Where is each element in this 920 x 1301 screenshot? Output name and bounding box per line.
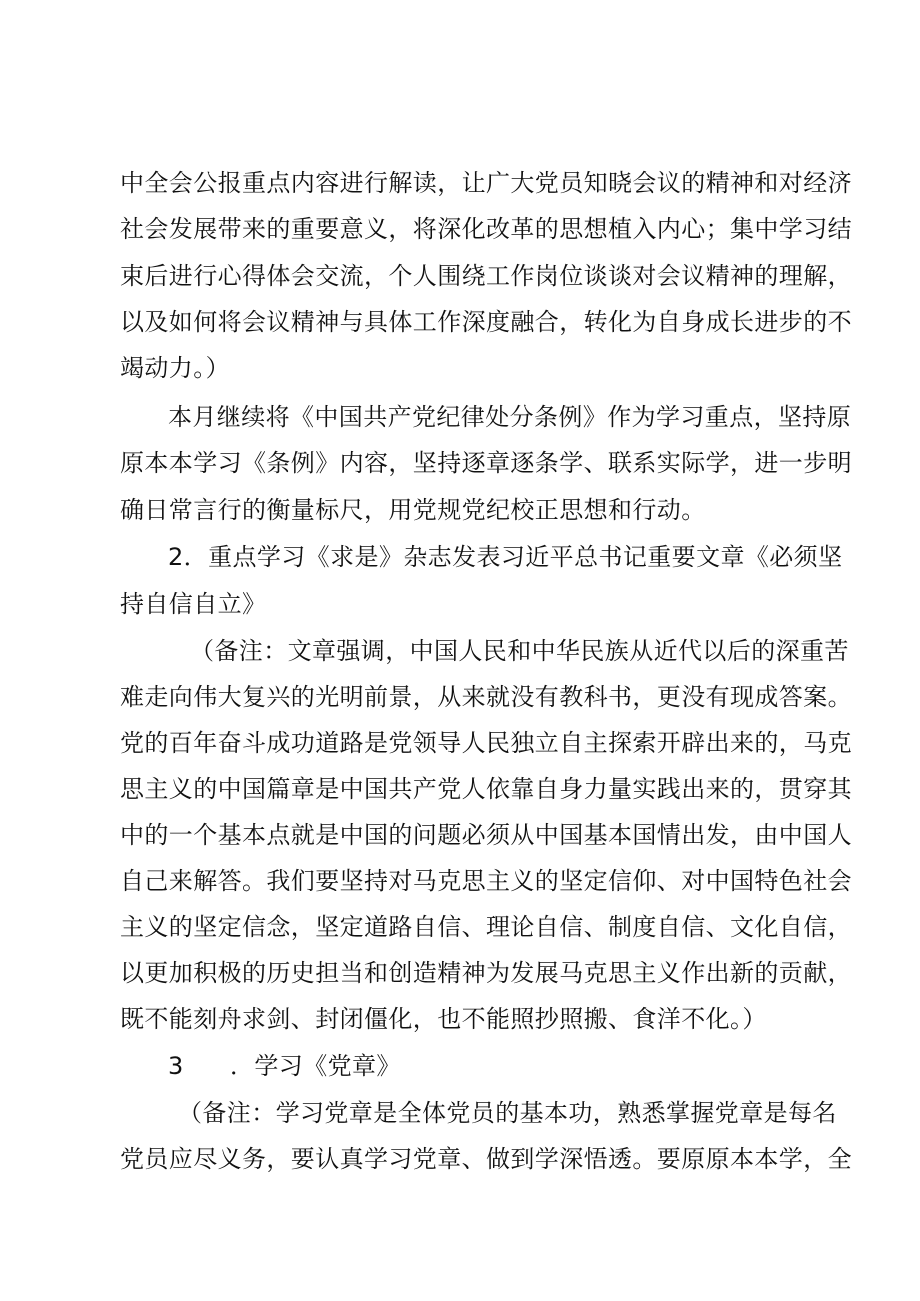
note-line: （备注：文章强调，中国人民和中华民族从近代以后的深重苦	[190, 637, 849, 665]
note-line: 思主义的中国篇章是中国共产党人依靠自身力量实践出来的，贯穿其	[120, 775, 852, 803]
section-number-3: 3	[168, 1052, 184, 1080]
paragraph-line: 确日常言行的衡量标尺，用党规党纪校正思想和行动。	[120, 496, 706, 524]
paragraph-line: 原本本学习《条例》内容，坚持逐章逐条学、联系实际学，进一步明	[120, 449, 852, 477]
note-line: （备注：学习党章是全体党员的基本功，熟悉掌握党章是每名	[178, 1099, 837, 1127]
note-line: 既不能刻舟求剑、封闭僵化，也不能照抄照搬、食洋不化。）	[120, 1005, 767, 1033]
section-heading-2: 2．重点学习《求是》杂志发表习近平总书记重要文章《必须坚	[168, 543, 843, 571]
paragraph-line: 本月继续将《中国共产党纪律处分条例》作为学习重点，坚持原	[168, 403, 852, 431]
note-line: 难走向伟大复兴的光明前景，从来就没有教科书，更没有现成答案。	[120, 683, 852, 711]
note-line: 主义的坚定信念，坚定道路自信、理论自信、制度自信、文化自信，	[120, 913, 852, 941]
note-line: 自己来解答。我们要坚持对马克思主义的坚定信仰、对中国特色社会	[120, 867, 852, 895]
section-heading-2-continued: 持自信自立》	[120, 590, 267, 618]
paragraph-line: 以及如何将会议精神与具体工作深度融合，转化为自身成长进步的不	[120, 308, 852, 336]
note-line: 党员应尽义务，要认真学习党章、做到学深悟透。要原原本本学，全	[120, 1145, 852, 1173]
note-line: 以更加积极的历史担当和创造精神为发展马克思主义作出新的贡献，	[120, 959, 852, 987]
paragraph-line: 束后进行心得体会交流，个人围绕工作岗位谈谈对会议精神的理解，	[120, 262, 852, 290]
paragraph-line: 社会发展带来的重要意义，将深化改革的思想植入内心；集中学习结	[120, 215, 852, 243]
paragraph-line: 中全会公报重点内容进行解读，让广大党员知晓会议的精神和对经济	[120, 169, 852, 197]
note-line: 中的一个基本点就是中国的问题必须从中国基本国情出发，由中国人	[120, 821, 852, 849]
note-line: 党的百年奋斗成功道路是党领导人民独立自主探索开辟出来的，马克	[120, 729, 852, 757]
paragraph-line: 竭动力。）	[120, 354, 230, 382]
section-heading-3: ．学习《党章》	[230, 1052, 401, 1080]
